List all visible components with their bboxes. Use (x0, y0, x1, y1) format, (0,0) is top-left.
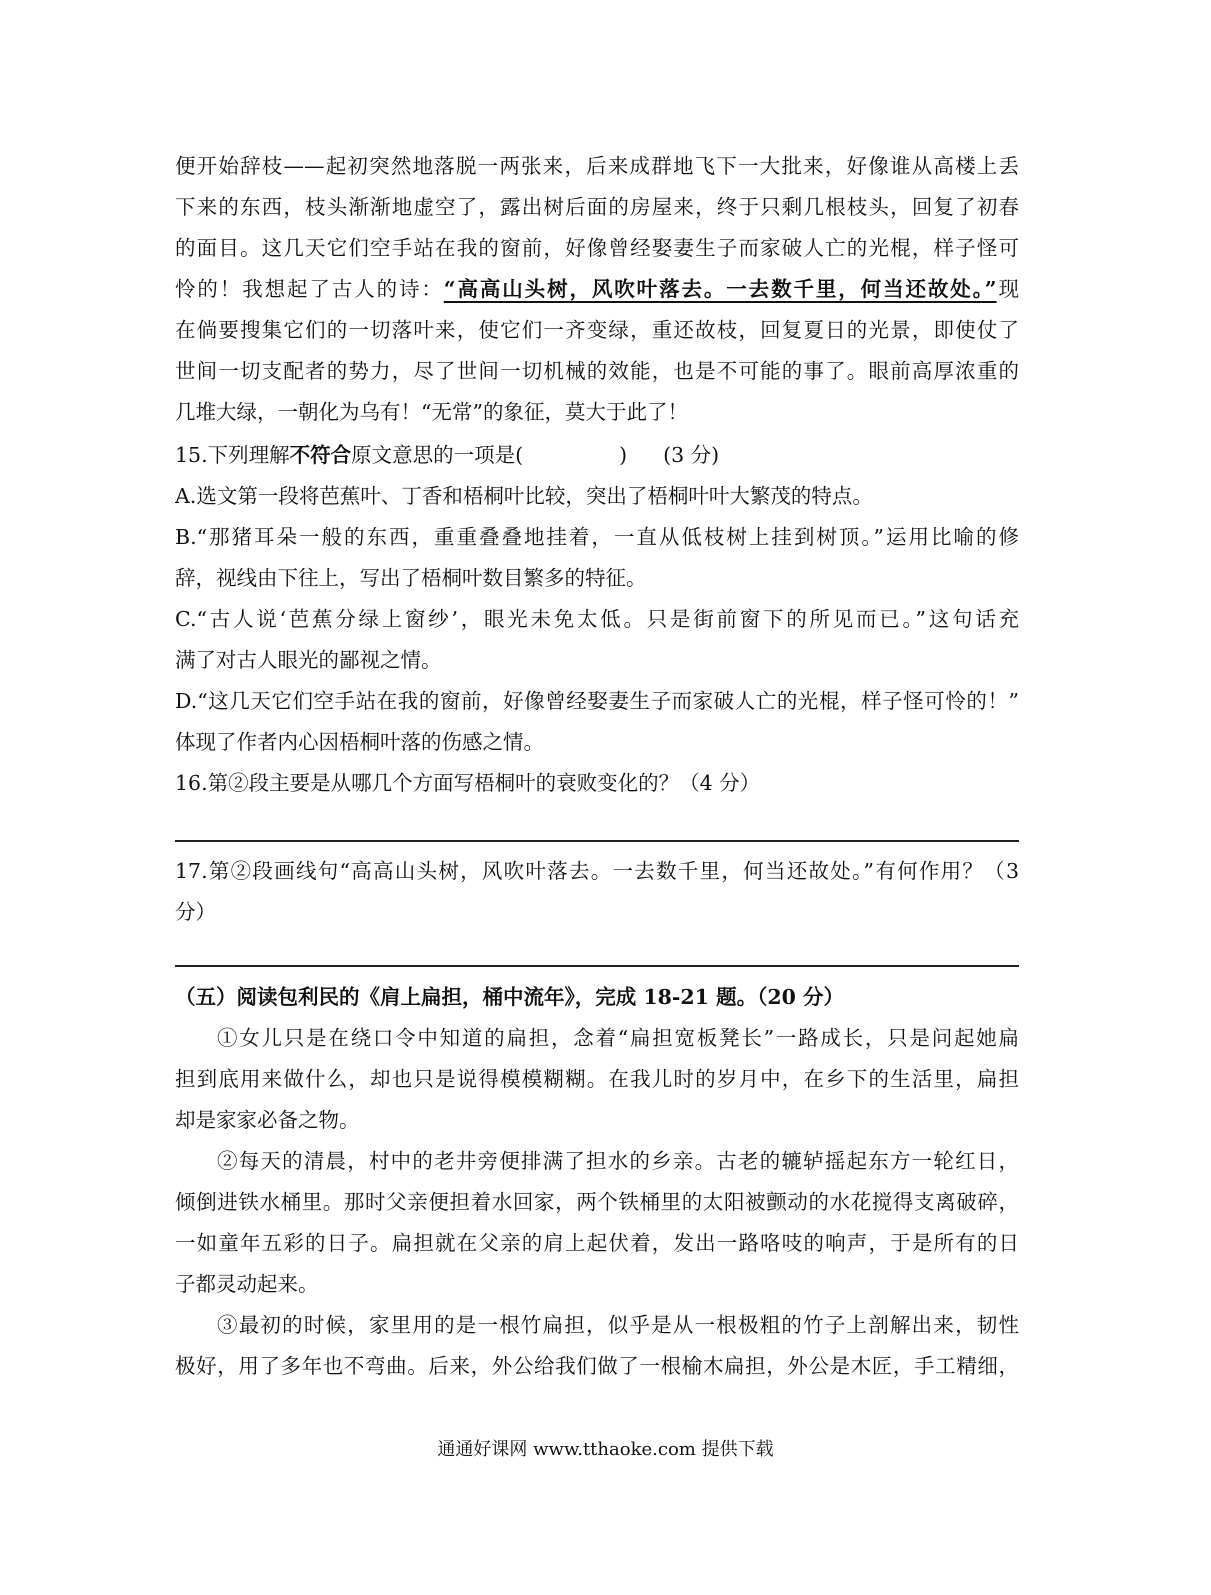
option-c-cont: 满了对古人眼光的鄙视之情。 (175, 648, 442, 672)
question-17 (175, 851, 1019, 933)
q15-score: (3 分) (663, 443, 720, 467)
passage-continuation (175, 146, 1019, 433)
answer-line-17 (175, 965, 1019, 967)
answer-line-16 (175, 840, 1019, 842)
option-a: A.选文第一段将芭蕉叶、丁香和梧桐叶比较，突出了梧桐叶叶大繁茂的特点。 (175, 484, 873, 508)
paragraph-1-line: 却是家家必备之物。 (175, 1108, 360, 1132)
question-15 (175, 435, 1019, 804)
q15-suffix: 原文意思的一项是( (351, 443, 524, 467)
passage-line: 几堆大绿，一朝化为乌有！“无常”的象征，莫大于此了！ (175, 400, 688, 424)
passage-line: 世间一切支配者的势力，尽了世间一切机械的效能，也是不可能的事了。眼前高厚浓重的 (175, 359, 1019, 383)
q15-emphasis: 不符合 (289, 443, 352, 467)
underlined-poem-quote: “高高山头树，风吹叶落去。一去数千里，何当还故处。” (443, 277, 997, 301)
option-b-cont: 辞，视线由下往上，写出了梧桐叶数目繁多的特征。 (175, 566, 647, 590)
option-c: C.“古人说‘芭蕉分绿上窗纱’，眼光未免太低。只是街前窗下的所见而已。”这句话充 (175, 607, 1019, 631)
passage-line: 的面目。这几天它们空手站在我的窗前，好像曾经娶妻生子而家破人亡的光棍，样子怪可 (175, 236, 1019, 260)
question-17-line: 17.第②段画线句“高高山头树，风吹叶落去。一去数千里，何当还故处。”有何作用？（3 (175, 859, 1019, 883)
option-b: B.“那猪耳朵一般的东西，重重叠叠地挂着，一直从低枝树上挂到树顶。”运用比喻的修 (175, 525, 1019, 549)
question-17-line: 分） (175, 900, 216, 924)
q15-close: ) (619, 443, 628, 467)
passage-line: 便开始辞枝——起初突然地落脱一两张来，后来成群地飞下一大批来，好像谁从高楼上丢 (175, 154, 1019, 178)
passage-line: 在倘要搜集它们的一切落叶来，使它们一齐变绿，重还故枝，回复夏日的光景，即使仗了 (175, 318, 1019, 342)
poem-lead: 怜的！我想起了古人的诗： (175, 277, 444, 301)
page-footer: 通通好课网 www.tthaoke.com 提供下载 (437, 1439, 774, 1460)
option-d: D.“这几天它们空手站在我的窗前，好像曾经娶妻生子而家破人亡的光棍，样子怪可怜的！” (175, 689, 1019, 713)
question-16: 16.第②段主要是从哪几个方面写梧桐叶的衰败变化的？（4 分） (175, 771, 761, 795)
q15-prefix: 15.下列理解 (175, 443, 290, 467)
poem-tail: 现 (996, 277, 1019, 301)
paragraph-2-line: ②每天的清晨，村中的老井旁便排满了担水的乡亲。古老的辘轳摇起东方一轮红日， (217, 1149, 1019, 1173)
option-d-cont: 体现了作者内心因梧桐叶落的伤感之情。 (175, 730, 544, 754)
question-15-stem (175, 435, 1019, 476)
paragraph-3-line: 极好，用了多年也不弯曲。后来，外公给我们做了一根榆木扁担，外公是木匠，手工精细， (175, 1354, 1019, 1378)
section-5 (175, 977, 1019, 1387)
passage-line: 下来的东西，枝头渐渐地虚空了，露出树后面的房屋来，终于只剩几根枝头，回复了初春 (175, 195, 1019, 219)
paragraph-2-line: 倾倒进铁水桶里。那时父亲便担着水回家，两个铁桶里的太阳被颤动的水花搅得支离破碎， (175, 1190, 1019, 1214)
section-5-heading: （五）阅读包利民的《肩上扁担，桶中流年》，完成 18-21 题。（20 分） (175, 985, 845, 1009)
paragraph-2-line: 一如童年五彩的日子。扁担就在父亲的肩上起伏着，发出一路咯吱的响声，于是所有的日 (175, 1231, 1019, 1255)
paragraph-1-line: ①女儿只是在绕口令中知道的扁担，念着“扁担宽板凳长”一路成长，只是问起她扁 (217, 1026, 1019, 1050)
paragraph-2-line: 子都灵动起来。 (175, 1272, 319, 1296)
paragraph-3-line: ③最初的时候，家里用的是一根竹扁担，似乎是从一根极粗的竹子上剖解出来，韧性 (217, 1313, 1019, 1337)
passage-line-poem (175, 269, 1019, 310)
paragraph-1-line: 担到底用来做什么，却也只是说得模模糊糊。在我儿时的岁月中，在乡下的生活里，扁担 (175, 1067, 1019, 1091)
